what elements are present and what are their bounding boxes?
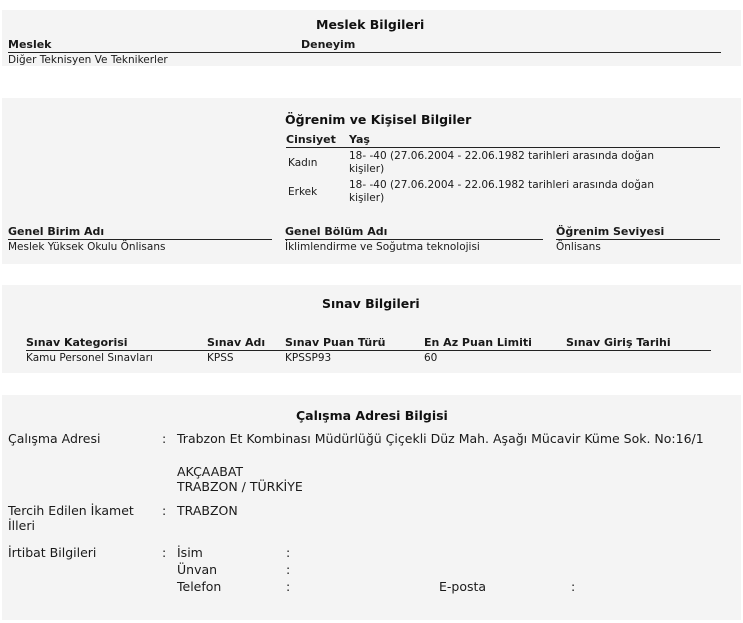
unvan-label: Ünvan — [177, 562, 218, 577]
ilce-value: AKÇAABAT — [177, 464, 244, 479]
sinav-kategori-value: Kamu Personel Sınavları — [26, 352, 153, 364]
calisma-adresi-label: Çalışma Adresi — [8, 431, 101, 446]
meslek-header: Meslek — [8, 38, 52, 51]
irtibat-label: İrtibat Bilgileri — [8, 545, 97, 560]
tercih-label-line1: Tercih Edilen İkamet — [8, 503, 134, 518]
sinav-kategori-header: Sınav Kategorisi — [26, 336, 128, 349]
seviye-value: Önlisans — [556, 241, 601, 253]
yas-erkek-line1: 18- -40 (27.06.2004 - 22.06.1982 tarihleri arasında doğan — [349, 179, 655, 191]
puan-limiti-value: 60 — [424, 352, 438, 364]
tercih-value: TRABZON — [177, 503, 238, 518]
eposta-label: E-posta — [439, 579, 487, 594]
seviye-header: Öğrenim Seviyesi — [556, 225, 665, 238]
yas-kadin-line2: kişiler) — [349, 163, 385, 175]
puan-turu-header: Sınav Puan Türü — [285, 336, 386, 349]
calisma-adresi-value: Trabzon Et Kombinası Müdürlüğü Çiçekli Düz Mah. Aşağı Mücavir Küme Sok. No:16/1 — [177, 431, 704, 446]
adres-title: Çalışma Adresi Bilgisi — [296, 408, 448, 423]
meslek-title: Meslek Bilgileri — [316, 17, 425, 32]
eposta-colon: : — [571, 579, 576, 594]
sinav-adi-header: Sınav Adı — [207, 336, 266, 349]
cinsiyet-rule — [286, 147, 720, 148]
seviye-rule — [556, 239, 720, 240]
cinsiyet-erkek: Erkek — [288, 186, 318, 198]
telefon-colon: : — [286, 579, 291, 594]
deneyim-header: Deneyim — [301, 38, 356, 51]
ogrenim-title: Öğrenim ve Kişisel Bilgiler — [285, 112, 472, 127]
birim-rule — [8, 239, 272, 240]
sinav-title: Sınav Bilgileri — [322, 296, 420, 311]
meslek-value: Diğer Teknisyen Ve Teknikerler — [8, 54, 168, 66]
calisma-adresi-colon: : — [162, 431, 167, 446]
sinav-rule — [26, 350, 711, 351]
yas-header: Yaş — [349, 133, 370, 146]
yas-erkek-line2: kişiler) — [349, 192, 385, 204]
sinav-adi-value: KPSS — [207, 352, 234, 364]
bolum-rule — [285, 239, 543, 240]
telefon-label: Telefon — [177, 579, 222, 594]
unvan-colon: : — [286, 562, 291, 577]
puan-limiti-header: En Az Puan Limiti — [424, 336, 532, 349]
tercih-label-line2: İlleri — [8, 518, 35, 533]
tercih-colon: : — [162, 503, 167, 518]
isim-label: İsim — [177, 545, 203, 560]
isim-colon: : — [286, 545, 291, 560]
cinsiyet-header: Cinsiyet — [286, 133, 336, 146]
puan-turu-value: KPSSP93 — [285, 352, 332, 364]
cinsiyet-kadin: Kadın — [288, 157, 318, 169]
meslek-rule — [8, 52, 721, 53]
bolum-value: İklimlendirme ve Soğutma teknolojisi — [285, 241, 480, 253]
birim-header: Genel Birim Adı — [8, 225, 105, 238]
bolum-header: Genel Bölüm Adı — [285, 225, 388, 238]
irtibat-colon: : — [162, 545, 167, 560]
yas-kadin-line1: 18- -40 (27.06.2004 - 22.06.1982 tarihleri arasında doğan — [349, 150, 655, 162]
birim-value: Meslek Yüksek Okulu Önlisans — [8, 241, 166, 253]
il-ulke-value: TRABZON / TÜRKİYE — [177, 479, 303, 494]
giris-tarihi-header: Sınav Giriş Tarihi — [566, 336, 671, 349]
